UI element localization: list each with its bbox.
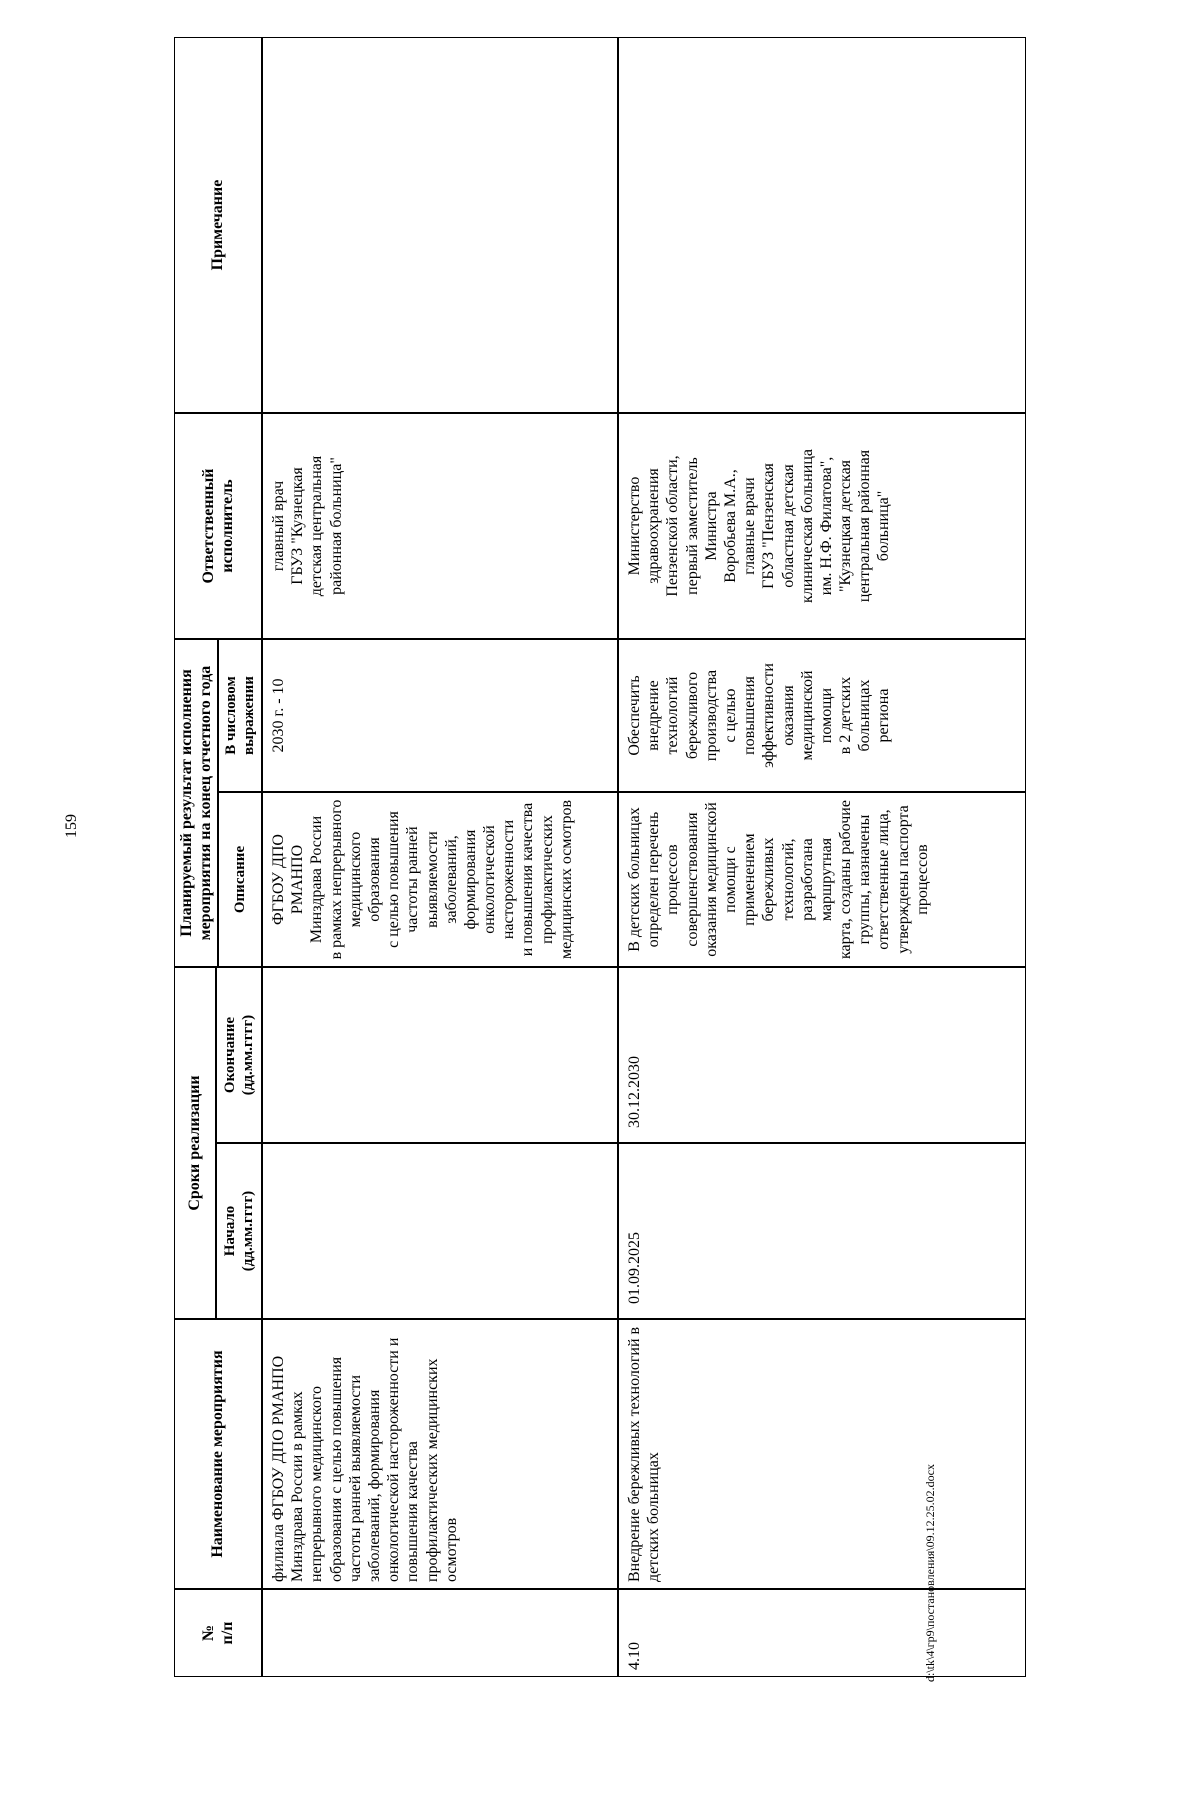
header-note: Примечание — [174, 37, 262, 413]
header-description: Описание — [218, 792, 262, 967]
row1-num — [262, 1589, 618, 1677]
header-name: Наименование мероприятия — [174, 1319, 262, 1589]
row1-description: ФГБОУ ДПО РМАНПО Минздрава России в рамках непрерывного медицинского образования с целью повышения частоты ранней выявляемости заболеваний, формирования онкологической настороженности и повышения качества профилактических медицинских осмотров — [262, 792, 618, 967]
row1-note — [262, 37, 618, 413]
footer-file-path: d:\tk\4\гр9\постановления\09.12.25.02.docx — [923, 1464, 937, 1682]
header-num: № п/п — [174, 1589, 262, 1677]
row1-start — [262, 1143, 618, 1319]
header-numeric: В числовом выражении — [218, 639, 262, 792]
row2-description: В детских больницах определен перечень процессов совершенствования оказания медицинской помощи с применением бережливых технологий, разработана маршрутная карта, созданы рабочие группы, назначены ответственные лица, утверждены паспорта процессов — [618, 792, 1026, 967]
row2-start: 01.09.2025 — [618, 1143, 1026, 1319]
row1-responsible: главный врач ГБУЗ "Кузнецкая детская центральная районная больница" — [262, 413, 618, 639]
row2-name: Внедрение бережливых технологий в детских больницах — [618, 1319, 1026, 1589]
activities-table — [174, 37, 1026, 1677]
header-responsible: Ответственный исполнитель — [174, 413, 262, 639]
row2-note — [618, 37, 1026, 413]
page-number: 159 — [63, 814, 80, 838]
header-start: Начало (дд.мм.гггг) — [216, 1143, 262, 1319]
header-result: Планируемый результат исполнения мероприятия на конец отчетного года — [174, 639, 218, 967]
row2-responsible: Министерство здравоохранения Пензенской области, первый заместитель Министра Воробьева М.А., главные врачи ГБУЗ "Пензенская областная детская клиническая больница им. Н.Ф. Филатова", "Кузнецкая детская центральная районная больница" — [618, 413, 1026, 639]
header-end: Окончание (дд.мм.гггг) — [216, 967, 262, 1143]
row2-numeric: Обеспечить внедрение технологий бережливого производства с целью повышения эффективности оказания медицинской помощи в 2 детских больницах региона — [618, 639, 1026, 792]
row1-name: филиала ФГБОУ ДПО РМАНПО Минздрава России в рамках непрерывного медицинского образования с целью повышения частоты ранней выявляемости заболеваний, формирования онкологической настороженности и повышения качества профилактических медицинских осмотров — [262, 1319, 618, 1589]
row2-num: 4.10 — [618, 1589, 1026, 1677]
row1-end — [262, 967, 618, 1143]
row1-numeric: 2030 г. - 10 — [262, 639, 618, 792]
header-period: Сроки реализации — [174, 967, 216, 1319]
row2-end: 30.12.2030 — [618, 967, 1026, 1143]
